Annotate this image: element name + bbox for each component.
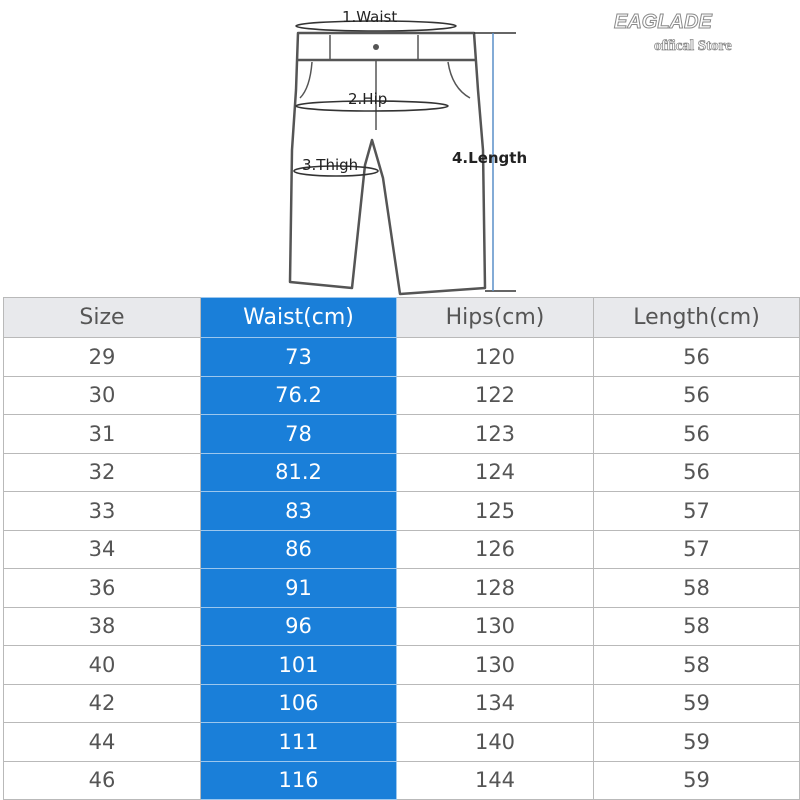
table-row	[4, 492, 800, 531]
label-thigh: 3.Thigh	[302, 156, 359, 174]
label-waist: 1.Waist	[342, 8, 398, 26]
cell-length: 57	[594, 530, 800, 569]
cell-hips: 134	[397, 684, 594, 723]
cell-length: 59	[594, 761, 800, 800]
size-chart-body	[4, 338, 800, 800]
cell-waist: 78	[201, 415, 397, 454]
cell-waist: 91	[201, 569, 397, 608]
size-chart-table	[3, 297, 800, 800]
header-waist: Waist(cm)	[201, 298, 397, 338]
cell-size: 32	[4, 453, 201, 492]
header-hips: Hips(cm)	[397, 298, 594, 338]
cell-length: 59	[594, 723, 800, 762]
brand-logo: EAGLADE	[614, 11, 712, 33]
cell-size: 46	[4, 761, 201, 800]
table-row	[4, 453, 800, 492]
cell-length: 56	[594, 453, 800, 492]
table-row	[4, 415, 800, 454]
cell-hips: 130	[397, 607, 594, 646]
table-row	[4, 530, 800, 569]
cell-hips: 128	[397, 569, 594, 608]
cell-waist: 111	[201, 723, 397, 762]
cell-waist: 76.2	[201, 376, 397, 415]
cell-length: 58	[594, 569, 800, 608]
button-icon	[373, 44, 379, 50]
table-header-row	[4, 298, 800, 338]
cell-length: 56	[594, 376, 800, 415]
cell-waist: 73	[201, 338, 397, 377]
cell-waist: 96	[201, 607, 397, 646]
cell-size: 38	[4, 607, 201, 646]
cell-size: 30	[4, 376, 201, 415]
cell-size: 42	[4, 684, 201, 723]
cell-length: 56	[594, 415, 800, 454]
cell-waist: 106	[201, 684, 397, 723]
table-row	[4, 684, 800, 723]
cell-waist: 116	[201, 761, 397, 800]
cell-waist: 101	[201, 646, 397, 685]
cell-waist: 83	[201, 492, 397, 531]
cell-length: 58	[594, 646, 800, 685]
cell-hips: 124	[397, 453, 594, 492]
header-size: Size	[4, 298, 201, 338]
cell-hips: 122	[397, 376, 594, 415]
cell-length: 57	[594, 492, 800, 531]
label-hip: 2.Hip	[348, 90, 388, 108]
pocket-left	[300, 62, 312, 98]
table-row	[4, 646, 800, 685]
table-row	[4, 723, 800, 762]
cell-waist: 81.2	[201, 453, 397, 492]
header-length: Length(cm)	[594, 298, 800, 338]
cell-size: 33	[4, 492, 201, 531]
label-length: 4.Length	[452, 149, 528, 167]
table-row	[4, 338, 800, 377]
measurement-diagram	[0, 0, 800, 296]
cell-size: 31	[4, 415, 201, 454]
cell-hips: 144	[397, 761, 594, 800]
table-row	[4, 376, 800, 415]
cell-length: 59	[594, 684, 800, 723]
cell-size: 36	[4, 569, 201, 608]
cell-hips: 125	[397, 492, 594, 531]
cell-hips: 126	[397, 530, 594, 569]
cell-size: 34	[4, 530, 201, 569]
cell-length: 56	[594, 338, 800, 377]
cell-hips: 140	[397, 723, 594, 762]
table-row	[4, 761, 800, 800]
cell-hips: 130	[397, 646, 594, 685]
cell-waist: 86	[201, 530, 397, 569]
cell-size: 40	[4, 646, 201, 685]
cell-length: 58	[594, 607, 800, 646]
table-row	[4, 569, 800, 608]
brand-subtitle: offical Store	[654, 38, 732, 54]
cell-hips: 120	[397, 338, 594, 377]
table-row	[4, 607, 800, 646]
cell-size: 44	[4, 723, 201, 762]
cell-size: 29	[4, 338, 201, 377]
pocket-right	[448, 62, 470, 98]
cell-hips: 123	[397, 415, 594, 454]
